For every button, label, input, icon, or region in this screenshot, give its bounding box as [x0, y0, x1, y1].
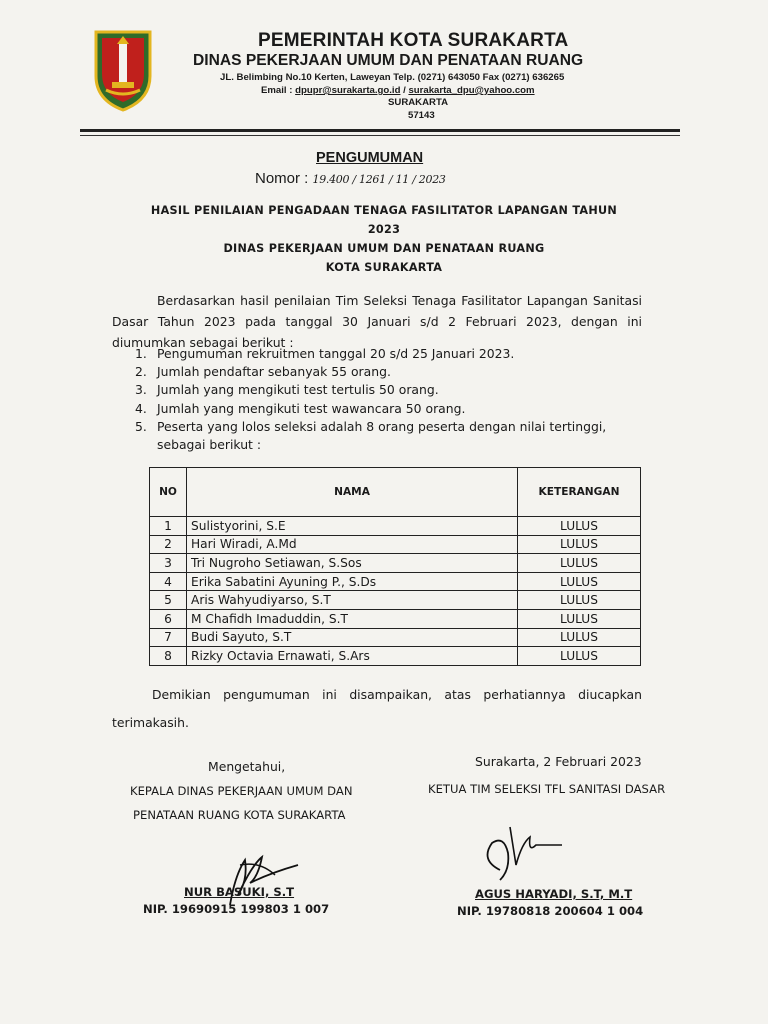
letterhead-title: PEMERINTAH KOTA SURAKARTA [258, 30, 569, 51]
table-row: 1 Sulistyorini, S.E LULUS [150, 517, 641, 536]
list-item: 4. Jumlah yang mengikuti test wawancara 50 orang. [135, 400, 466, 416]
right-signature-position: KETUA TIM SELEKSI TFL SANITASI DASAR [428, 782, 666, 796]
letterhead-subtitle: DINAS PEKERJAAN UMUM DAN PENATAAN RUANG [193, 52, 584, 69]
header-keterangan: KETERANGAN [518, 468, 641, 517]
letterhead-city: SURAKARTA [388, 97, 449, 108]
left-signatory-nip: NIP. 19690915 199803 1 007 [143, 902, 330, 916]
header-nama: NAMA [187, 468, 518, 517]
right-handwritten-signature [470, 815, 580, 890]
heading-line-4: KOTA SURAKARTA [325, 261, 443, 274]
nomor-label: Nomor : [255, 170, 313, 187]
header-no: NO [150, 468, 187, 517]
letterhead-rule-thick [80, 129, 680, 132]
announcement-title: PENGUMUMAN [316, 150, 424, 166]
right-signature-date: Surakarta, 2 Februari 2023 [475, 754, 642, 769]
table-row: 8 Rizky Octavia Ernawati, S.Ars LULUS [150, 647, 641, 666]
email-label: Email : [261, 85, 296, 96]
email-separator: / [400, 85, 409, 96]
email-link-2[interactable]: surakarta_dpu@yahoo.com [408, 85, 535, 96]
left-signature-position-2: PENATAAN RUANG KOTA SURAKARTA [133, 808, 346, 822]
heading-line-1: HASIL PENILAIAN PENGADAAN TENAGA FASILITATOR LAPANGAN TAHUN [150, 204, 618, 217]
closing-paragraph: Demikian pengumuman ini disampaikan, atas perhatiannya diucapkan terimakasih. [112, 687, 642, 730]
letterhead-postcode: 57143 [408, 110, 435, 121]
letterhead-address: JL. Belimbing No.10 Kerten, Laweyan Telp. (0271) 643050 Fax (0271) 636265 [220, 72, 565, 83]
table-row: 7 Budi Sayuto, S.T LULUS [150, 628, 641, 647]
left-signatory-name: NUR BASUKI, S.T [184, 885, 295, 899]
table-row: 6 M Chafidh Imaduddin, S.T LULUS [150, 609, 641, 628]
table-row: 4 Erika Sabatini Ayuning P., S.Ds LULUS [150, 572, 641, 591]
email-link-1[interactable]: dpupr@surakarta.go.id [295, 85, 401, 96]
list-item: 3. Jumlah yang mengikuti test tertulis 50 orang. [135, 382, 439, 398]
letterhead-email [261, 85, 535, 96]
announcement-number [255, 170, 446, 187]
table-row: 2 Hari Wiradi, A.Md LULUS [150, 535, 641, 554]
list-item: 1. Pengumuman rekruitmen tanggal 20 s/d 25 Januari 2023. [135, 346, 515, 361]
points-list [135, 345, 640, 454]
table-row: 3 Tri Nugroho Setiawan, S.Sos LULUS [150, 554, 641, 573]
right-signatory-name: AGUS HARYADI, S.T, M.T [475, 887, 633, 901]
city-crest-logo [92, 28, 154, 112]
table-header-row [150, 468, 641, 517]
heading-line-2: 2023 [367, 223, 401, 236]
right-signatory-nip: NIP. 19780818 200604 1 004 [457, 904, 644, 918]
left-signature-label: Mengetahui, [208, 759, 286, 774]
heading-line-3: DINAS PEKERJAAN UMUM DAN PENATAAN RUANG [223, 242, 545, 255]
intro-paragraph: Berdasarkan hasil penilaian Tim Seleksi Tenaga Fasilitator Lapangan Sanitasi Dasar Tahun 2023 pada tanggal 30 Januari s/d 2 Februari 2023, dengan ini diumumkan sebagai berikut : [112, 293, 642, 350]
list-item: 2. Jumlah pendaftar sebanyak 55 orang. [135, 364, 391, 380]
left-signature-position-1: KEPALA DINAS PEKERJAAN UMUM DAN [130, 784, 353, 798]
results-table [149, 467, 641, 666]
letterhead-rule-thin [80, 135, 680, 136]
list-item: 5. Peserta yang lolos seleksi adalah 8 orang peserta dengan nilai tertinggi, sebagai berikut : [135, 418, 607, 453]
nomor-value: 19.400 / 1261 / 11 / 2023 [312, 173, 446, 186]
table-row: 5 Aris Wahyudiyarso, S.T LULUS [150, 591, 641, 610]
